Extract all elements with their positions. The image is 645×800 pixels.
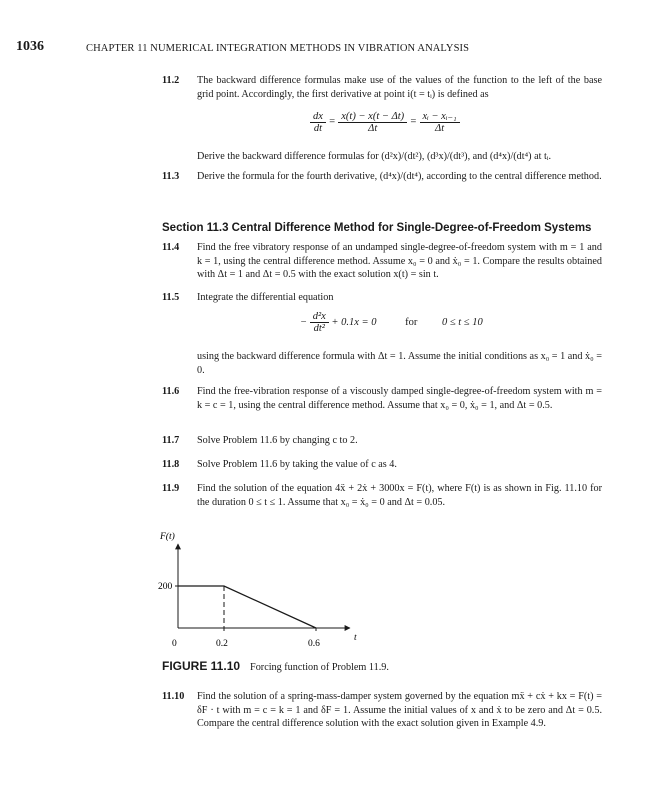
problem-11-4 [162,241,602,282]
problem-number: 11.8 [162,459,180,470]
eq2-den: dt² [313,323,325,334]
chapter-title: CHAPTER 11 NUMERICAL INTEGRATION METHODS IN VIBRATION ANALYSIS [86,43,470,54]
eq-lhs-num: dx [310,111,326,123]
eq2-for: for [405,317,418,328]
problem-number: 11.10 [162,691,185,702]
eq-rhs-num: xᵢ − xᵢ₋₁ [420,110,460,123]
eq2-num: d²x [310,311,329,323]
problem-text: using the backward difference formula with Δt = 1. Assume the initial conditions as x₀ = 1 and ẋ₀ = 0. [197,351,602,376]
page-header [16,39,629,58]
problem-number: 11.3 [162,171,180,182]
problem-text: Find the free-vibration response of a viscously damped single-degree-of-freedom system with m = k = c = 1, using the central difference method. Assume that x₀ = 0, ẋ₀ = 1, and Δt = 0.5. [197,386,602,411]
problem-11-10 [162,690,602,731]
problem-text: Derive the backward difference formulas for (d²x)/(dt²), (d³x)/(dt³), and (d⁴x)/(dt⁴) at tᵢ. [197,151,552,162]
problem-text: Find the free vibratory response of an undamped single-degree-of-freedom system with m = 1 and k = 1, using the central difference method. Assume x₀ = 0 and ẋ₀ = 1. Compare the results obtained with Δt = 1 and Δt = 0.5 with the exact solution x(t) = sin t. [197,242,602,280]
figure-label: FIGURE 11.10 [162,659,241,673]
x-tick-label-1: 0.6 [308,639,320,649]
problem-number: 11.9 [162,483,180,494]
eq2-rest: + 0.1x = 0 [331,317,377,328]
problem-number: 11.7 [162,435,180,446]
problem-number: 11.2 [162,75,180,86]
problem-11-6 [162,385,602,412]
section-title: Section 11.3 Central Difference Method for Single-Degree-of-Freedom Systems [162,222,592,234]
equation-backward-first-derivative: $\frac{dx}{dt}$ = $\frac{x(t) - x(t - \Delta t)}{\Delta t}$ = $\frac{\text{xᵢ − xᵢ₋₁}}{\Delta t}$ [310,110,460,134]
equation-differential: − $\frac{\text{d²x}}{\text{dt²}}$ + 0.1x = 0 for 0 ≤ t ≤ 10 [300,311,483,334]
problem-text: Solve Problem 11.6 by changing c to 2. [197,435,358,446]
problem-text: Solve Problem 11.6 by taking the value of c as 4. [197,459,397,470]
problem-11-9 [162,482,602,509]
eq-rhs-den: Δt [435,123,445,134]
problem-11-7 [162,434,602,448]
problem-11-5 [162,291,602,305]
figure-caption [162,659,389,673]
series-line-ft [178,586,316,628]
eq-lhs-den: dt [313,122,323,134]
problem-text: Integrate the differential equation [197,292,334,303]
problem-text: Derive the formula for the fourth derivative, (d⁴x)/(dt⁴), according to the central difference method. [197,171,602,182]
y-tick-label: 200 [158,582,173,592]
y-axis-label: F(t) [160,532,175,542]
problem-number: 11.6 [162,386,180,397]
problem-text: Find the solution of a spring-mass-damper system governed by the equation mẍ + cẋ + kx = F(t) = δF · t with m = c = k = 1 and δF = 1. Assume the initial values of x and ẋ to be zero and Δt = 0.5. Compare the central difference solution with the exact solution given in Example 4.9. [197,691,602,729]
problem-11-2 [162,74,602,101]
figure-caption-text: Forcing function of Problem 11.9. [250,662,389,673]
problem-text: Find the solution of the equation 4ẍ + 2ẋ + 3000x = F(t), where F(t) is as shown in Fig. 11.10 for the duration 0 ≤ t ≤ 1. Assume that x₀ = ẋ₀ = 0 and Δt = 0.05. [197,483,602,508]
eq2-range: 0 ≤ t ≤ 10 [442,317,483,328]
problem-11-3 [162,170,602,184]
problem-text: The backward difference formulas make use of the values of the function to the left of the base grid point. Accordingly, the first derivative at point i(t = tᵢ) is defined as [197,75,602,100]
origin-label: 0 [172,639,177,649]
x-tick-label-0: 0.2 [216,639,228,649]
forcing-function-chart [150,528,370,658]
problem-11-5-cont [162,350,602,377]
x-axis-label: t [354,633,357,643]
problem-number: 11.4 [162,242,180,253]
problem-11-2-derive [162,150,602,164]
page-number: 1036 [16,39,44,54]
problem-11-8 [162,458,602,472]
problem-number: 11.5 [162,292,180,303]
eq-mid-num: x(t) − x(t − Δt) [338,111,407,123]
eq-mid-den: Δt [368,122,378,134]
